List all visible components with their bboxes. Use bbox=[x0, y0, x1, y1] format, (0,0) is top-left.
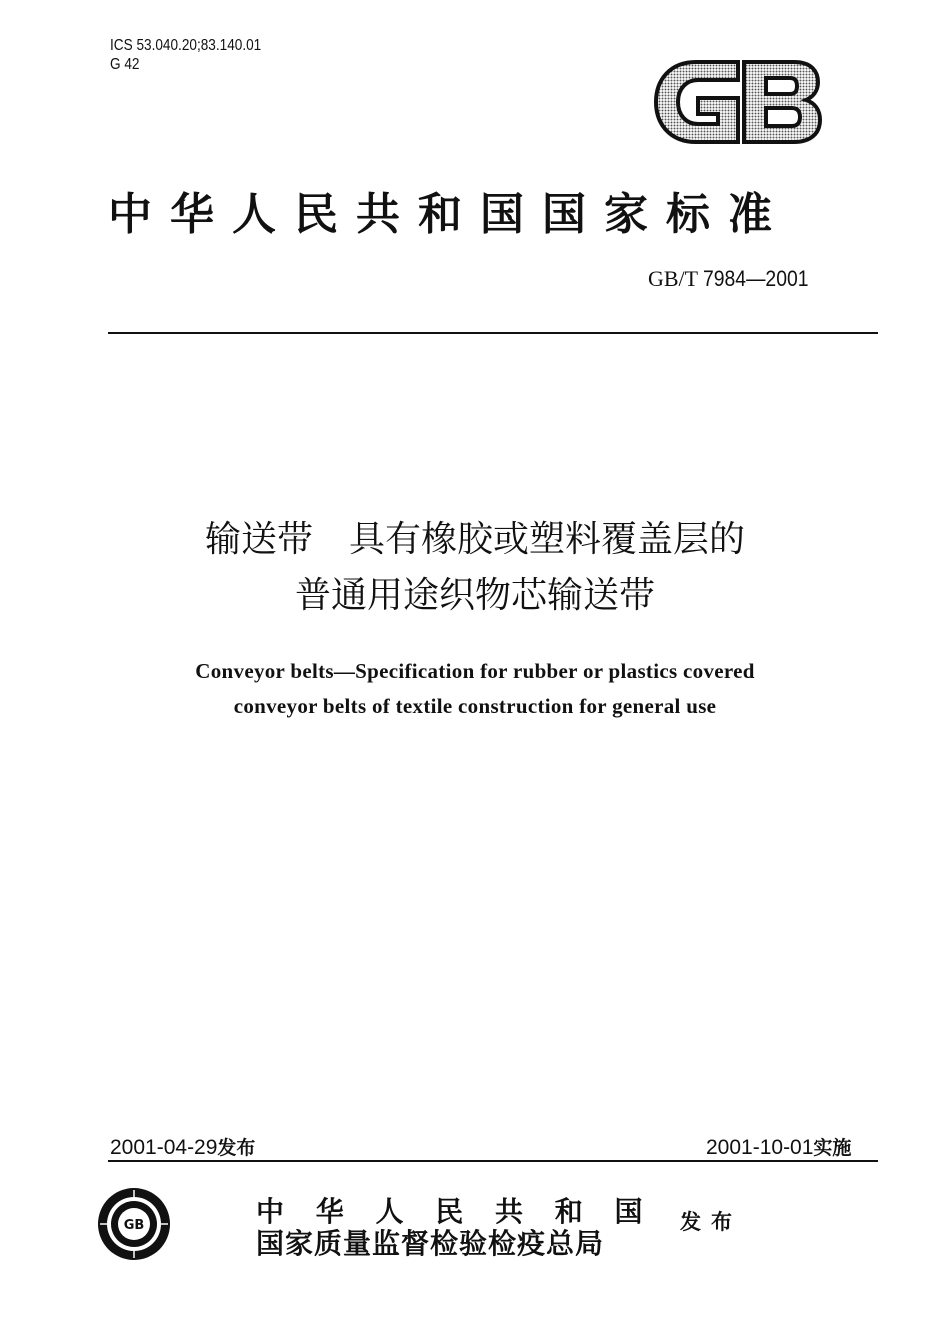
standard-code-prefix: GB/T bbox=[648, 266, 704, 291]
english-title bbox=[0, 654, 950, 724]
english-title-line1: Conveyor belts—Specification for rubber or plastics covered bbox=[195, 659, 755, 683]
issue-date-value: 2001-04-29 bbox=[110, 1136, 218, 1159]
standard-category-title: 中华人民共和国国家标准 bbox=[108, 189, 790, 240]
ccs-code: G 42 bbox=[110, 56, 140, 73]
svg-text:GB: GB bbox=[123, 1218, 145, 1233]
standard-code bbox=[648, 266, 823, 292]
issue-date-label: 发布 bbox=[217, 1137, 256, 1159]
gb-logo-icon bbox=[652, 58, 824, 146]
issuer-action: 发布 bbox=[680, 1209, 742, 1234]
ics-code: ICS 53.040.20;83.140.01 bbox=[110, 37, 262, 54]
classification-codes bbox=[110, 36, 261, 74]
issuer-agency: 国家质量监督检验检疫总局 bbox=[256, 1227, 605, 1260]
footer-divider bbox=[108, 1160, 878, 1162]
chinese-title-line1: 输送带 具有橡胶或塑料覆盖层的 bbox=[204, 519, 745, 560]
header-divider bbox=[108, 332, 878, 334]
implementation-date bbox=[706, 1133, 851, 1160]
standard-code-number: 7984—2001 bbox=[703, 266, 809, 291]
aqsiq-seal-icon bbox=[96, 1186, 172, 1262]
implementation-date-value: 2001-10-01 bbox=[706, 1136, 814, 1159]
gb-logo-text: GB bbox=[784, 59, 787, 61]
implementation-date-label: 实施 bbox=[813, 1137, 852, 1159]
issuer-country: 中 华 人 民 共 和 国 bbox=[256, 1195, 654, 1228]
english-title-line2: conveyor belts of textile construction for general use bbox=[233, 694, 717, 718]
issue-date bbox=[110, 1133, 255, 1160]
chinese-title-line2: 普通用途织物芯输送带 bbox=[294, 575, 655, 616]
chinese-title bbox=[0, 512, 950, 624]
